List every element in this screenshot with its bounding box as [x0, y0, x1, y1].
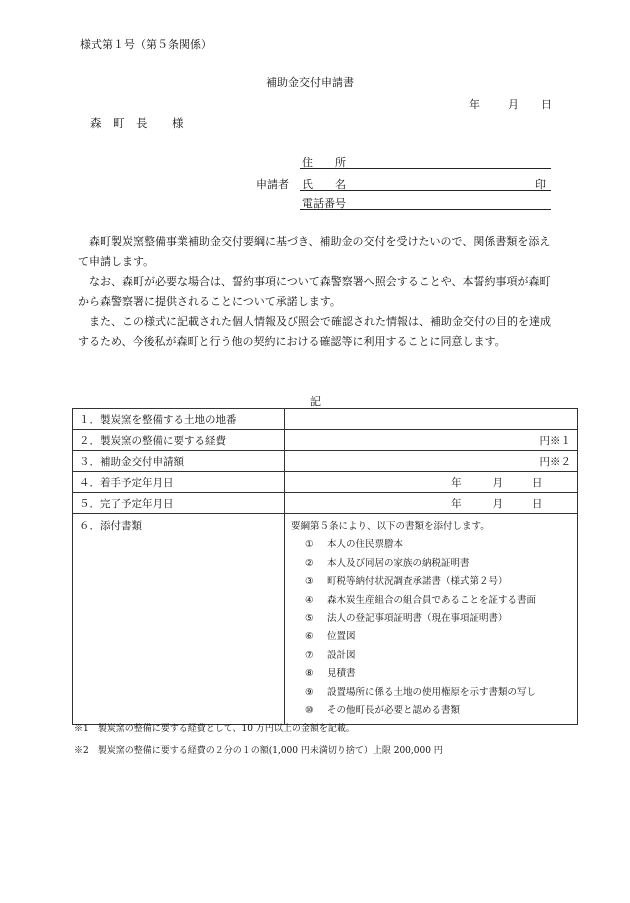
row-label: ６．添付書類 [73, 514, 285, 725]
table-row [73, 472, 578, 493]
document-title: 補助金交付申請書 [266, 76, 354, 89]
seal-mark: 印 [535, 178, 546, 191]
land-number-field[interactable] [285, 409, 578, 430]
note-2: ※2 製炭窯の整備に要する経費の２分の１の額(1,000 円未満切り捨て）上限 200,000 円 [74, 746, 443, 756]
addressee-name: 森 町 長 [90, 116, 148, 130]
list-item: ⑧ 見積書 [305, 668, 356, 680]
form-number: 様式第１号（第５条関係） [80, 38, 212, 51]
row-label: １．製炭窯を整備する土地の地番 [73, 409, 285, 430]
start-day: 日 [531, 476, 543, 489]
date-day: 日 [541, 98, 552, 111]
row-label: ３．補助金交付申請額 [73, 451, 285, 472]
start-date-field[interactable] [285, 472, 578, 493]
start-year: 年 [451, 476, 462, 489]
table-row [73, 451, 578, 472]
attachments-cell [285, 514, 578, 725]
row-label: ５．完了予定年月日 [73, 493, 285, 514]
body-paragraph-3: また、この様式に記載された個人情報及び照会で確認された情報は、補助金交付の目的を達成するため、今後私が森町と行う他の契約における確認等に利用することに同意します。 [78, 315, 551, 348]
row-label: ２．製炭窯の整備に要する経費 [73, 430, 285, 451]
end-date-field[interactable] [285, 493, 578, 514]
table-row [73, 430, 578, 451]
list-item: ① 本人の住民票謄本 [305, 539, 404, 551]
body-paragraph-2: なお、森町が必要な場合は、誓約事項について森警察署へ照会することや、本誓約事項が森町から森警察署に提供されることについて承諾します。 [78, 275, 551, 308]
list-item: ⑥ 位置図 [305, 631, 356, 643]
table-row [73, 493, 578, 514]
ki-heading: 記 [310, 395, 321, 408]
list-item: ⑤ 法人の登記事項証明書（現在事項証明書） [305, 613, 508, 625]
table-row [73, 514, 578, 725]
start-month: 月 [492, 476, 503, 489]
phone-field[interactable] [300, 209, 551, 210]
note-1: ※1 製炭窯の整備に要する経費として、10 万円以上の金額を記載。 [74, 724, 355, 734]
end-day: 日 [531, 497, 543, 510]
address-field[interactable] [300, 168, 551, 169]
date-year: 年 [469, 98, 480, 111]
phone-label: 電話番号 [302, 197, 346, 210]
row-label: ４．着手予定年月日 [73, 472, 285, 493]
applicant-label: 申請者 [256, 178, 289, 191]
date-month: 月 [508, 98, 519, 111]
application-table [72, 408, 578, 725]
end-month: 月 [492, 497, 503, 510]
list-item: ⑨ 設置場所に係る土地の使用権原を示す書類の写し [305, 686, 537, 698]
attachments-lead: 要綱第５条により、以下の書類を添付します。 [291, 521, 490, 532]
address-label: 住 所 [302, 156, 346, 169]
requested-amount-field[interactable]: 円※２ [285, 451, 578, 472]
cost-field[interactable]: 円※１ [285, 430, 578, 451]
body-paragraph-1: 森町製炭窯整備事業補助金交付要綱に基づき、補助金の交付を受けたいので、関係書類を添えて申請します。 [78, 235, 551, 268]
name-label: 氏 名 [302, 178, 346, 191]
list-item: ⑦ 設計図 [305, 649, 356, 661]
list-item: ③ 町税等納付状況調査承諾書（様式第２号） [305, 576, 508, 588]
end-year: 年 [451, 497, 462, 510]
list-item: ④ 森木炭生産組合の組合員であることを証する書面 [305, 594, 537, 606]
table-row [73, 409, 578, 430]
addressee-honorific: 様 [172, 116, 184, 130]
list-item: ② 本人及び同居の家族の納税証明書 [305, 557, 470, 569]
name-field[interactable] [300, 190, 551, 191]
body-text [78, 232, 556, 352]
list-item: ⑩ その他町長が必要と認める書類 [305, 705, 461, 717]
